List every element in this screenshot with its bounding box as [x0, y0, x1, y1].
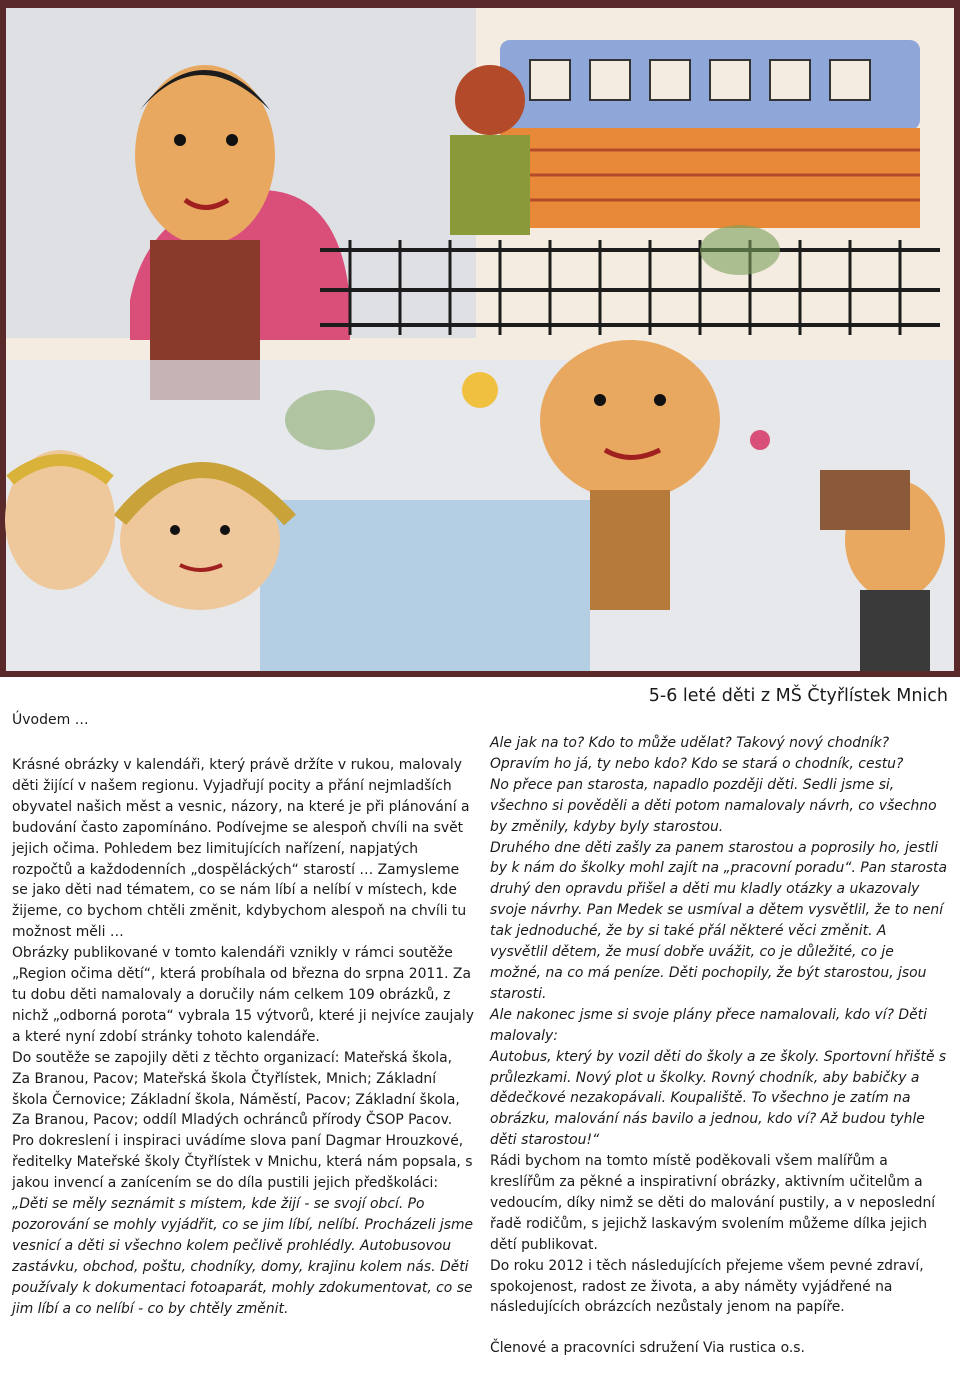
left-column: [12, 755, 474, 1319]
right-quote-paragraph: Autobus, který by vozil děti do školy a ze školy. Sportovní hřiště s průlezkami. Nový plot u školky. Rovný chodník, aby babičky a dědečkové nezakopávali. Koupaliště. To všechno je zatím na obrázku, malování nás bavilo a jednou, kdo ví? Až budou tyhle děti starostou!“: [490, 1048, 947, 1149]
image-caption: 5-6 leté děti z MŠ Čtyřlístek Mnich: [648, 686, 948, 706]
childrens-painting: [0, 0, 960, 677]
right-quote-paragraph: Druhého dne děti zašly za panem starostou a poprosily ho, jestli by k nám do školky mohl zajít na „pracovní poradu“. Pan starosta druhý den opravdu přišel a děti mu kladly otázky a ukazovaly svoje návrhy. Pan Medek se usmíval a dětem vysvětlil, že to není tak jednoduché, že by si také přál některé věci změnit. A vysvětlil dětem, že musí dobře uvážit, co je důležité, co je možné, na co má peníze. Děti pochopily, že být starostou, jsou starosti.: [490, 839, 948, 1002]
left-paragraph: Obrázky publikované v tomto kalendáři vznikly v rámci soutěže „Region očima dětí“, která probíhala od března do srpna 2011. Za tu dobu děti namalovaly a doručily nám celkem 109 obrázků, z nichž „odborná porota“ vybrala 15 výtvorů, které ji nejvíce zaujaly a které nyní zdobí stránky tohoto kalendáře.: [12, 945, 474, 1045]
left-paragraph: Do soutěže se zapojily děti z těchto organizací: Mateřská škola, Za Branou, Pacov; Mateřská škola Čtyřlístek, Mnich; Základní škola Černovice; Základní škola, Náměstí, Pacov; Základní škola, Za Branou, Pacov; oddíl Mladých ochránců přírody ČSOP Pacov.: [12, 1049, 460, 1129]
left-paragraph: Pro dokreslení i inspiraci uvádíme slova paní Dagmar Hrouzkové, ředitelky Mateřské školy Čtyřlístek v Mnichu, která nám popsala, s jakou invencí a zanícením se do díla pustili jejich předškoláci:: [12, 1133, 473, 1192]
right-quote-paragraph: Ale jak na to? Kdo to může udělat? Takový nový chodník? Opravím ho já, ty nebo kdo? Kdo se stará o chodník, cestu?: [490, 735, 904, 772]
right-quote-paragraph: Ale nakonec jsme si svoje plány přece namalovali, kdo ví? Děti malovaly:: [490, 1006, 927, 1044]
signature: Členové a pracovníci sdružení Via rustica o.s.: [490, 1340, 805, 1357]
intro-heading: Úvodem …: [12, 712, 89, 728]
right-column: [490, 733, 948, 1359]
right-quote-paragraph: No přece pan starosta, napadlo později děti. Sedli jsme si, všechno si pověděli a děti potom namalovaly návrh, co všechno by změnily, kdyby byly starostou.: [490, 776, 937, 835]
painting-icon: [0, 0, 960, 677]
right-paragraph: Do roku 2012 i těch následujících přejeme všem pevné zdraví, spokojenost, radost ze života, a aby náměty vyjádřené na následujících obrázcích nezůstaly jenom na papíře.: [490, 1257, 924, 1316]
right-paragraph: Rádi bychom na tomto místě poděkovali všem malířům a kreslířům za pěkné a inspirativní obrázky, aktivním učitelům a vedoucím, díky nimž se děti do malování pustily, a v neposlední řadě rodičům, s jejichž laskavým svolením můžeme dílka jejich dětí publikovat.: [490, 1153, 936, 1253]
left-paragraph: Krásné obrázky v kalendáři, který právě držíte v rukou, malovaly děti žijící v našem regionu. Vyjadřují pocity a přání nejmladších obyvatel našich měst a vesnic, názory, na které je při plánování a budování často zapomínáno. Podívejme se alespoň chvíli na svět jejich očima. Pohledem bez limitujících nařízení, napjatých rozpočtů a každodenních „dospěláckých“ starostí … Zamysleme se jako děti nad tématem, co se nám líbí a nelíbí v místech, kde žijeme, co bychom chtěli změnit, kdybychom alespoň na chvíli tu možnost měli …: [12, 757, 470, 941]
left-quote: „Děti se měly seznámit s místem, kde žijí - se svojí obcí. Po pozorování se mohly vyjádřit, co se jim líbí, nelíbí. Procházeli jsme vesnicí a děti si všechno kolem pečlivě prohlédly. Autobusovou zastávku, obchod, poštu, chodníky, domy, krajinu kolem nás. Děti používaly k dokumentaci fotoaparát, mohly zdokumentovat, co se jim líbí a co nelíbí - co by chtěly změnit.: [12, 1196, 474, 1317]
